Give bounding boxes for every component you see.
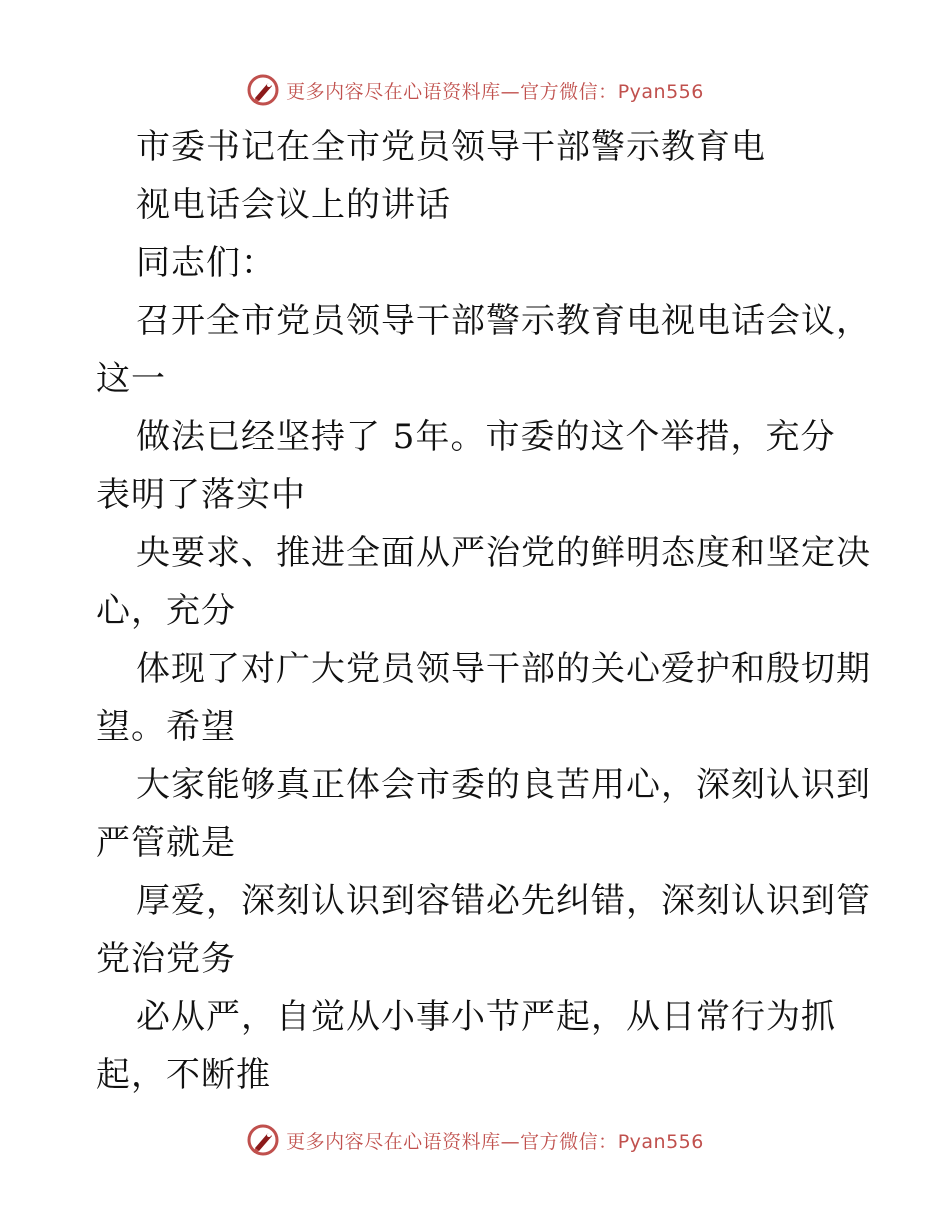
body-line: 起，不断推 <box>96 1055 271 1095</box>
watermark-text <box>286 1127 704 1154</box>
watermark-separator: — <box>500 1130 521 1153</box>
document-body <box>96 118 886 1104</box>
body-line: 必从严，自觉从小事小节严起，从日常行为抓 <box>136 997 836 1037</box>
body-line: 严管就是 <box>96 823 236 863</box>
watermark-site-text: 更多内容尽在心语资料库 <box>286 1130 501 1153</box>
watermark-separator: — <box>500 80 521 103</box>
body-line: 表明了落实中 <box>96 475 306 515</box>
watermark-wechat-id: Pyan556 <box>617 80 704 103</box>
watermark-wechat-id: Pyan556 <box>617 1130 704 1153</box>
body-line: 党治党务 <box>96 939 236 979</box>
body-line: 大家能够真正体会市委的良苦用心，深刻认识到 <box>136 765 871 805</box>
body-line: 视电话会议上的讲话 <box>136 185 451 225</box>
pen-logo-icon <box>246 1123 280 1157</box>
body-line: 这一 <box>96 359 166 399</box>
body-line: 央要求、推进全面从严治党的鲜明态度和坚定决 <box>136 533 871 573</box>
body-line: 同志们： <box>136 243 276 283</box>
watermark-wechat-label: 官方微信： <box>520 80 618 103</box>
watermark-footer <box>0 1120 950 1160</box>
body-line: 做法已经坚持了 5年。市委的这个举措，充分 <box>136 417 836 457</box>
body-line: 市委书记在全市党员领导干部警示教育电 <box>136 127 766 167</box>
pen-logo-icon <box>246 73 280 107</box>
watermark-header <box>0 70 950 110</box>
body-line: 望。希望 <box>96 707 236 747</box>
watermark-site-text: 更多内容尽在心语资料库 <box>286 80 501 103</box>
watermark-text <box>286 77 704 104</box>
body-line: 召开全市党员领导干部警示教育电视电话会议， <box>136 301 871 341</box>
body-line: 体现了对广大党员领导干部的关心爱护和殷切期 <box>136 649 871 689</box>
watermark-wechat-label: 官方微信： <box>520 1130 618 1153</box>
body-line: 厚爱，深刻认识到容错必先纠错，深刻认识到管 <box>136 881 871 921</box>
body-line: 心，充分 <box>96 591 236 631</box>
